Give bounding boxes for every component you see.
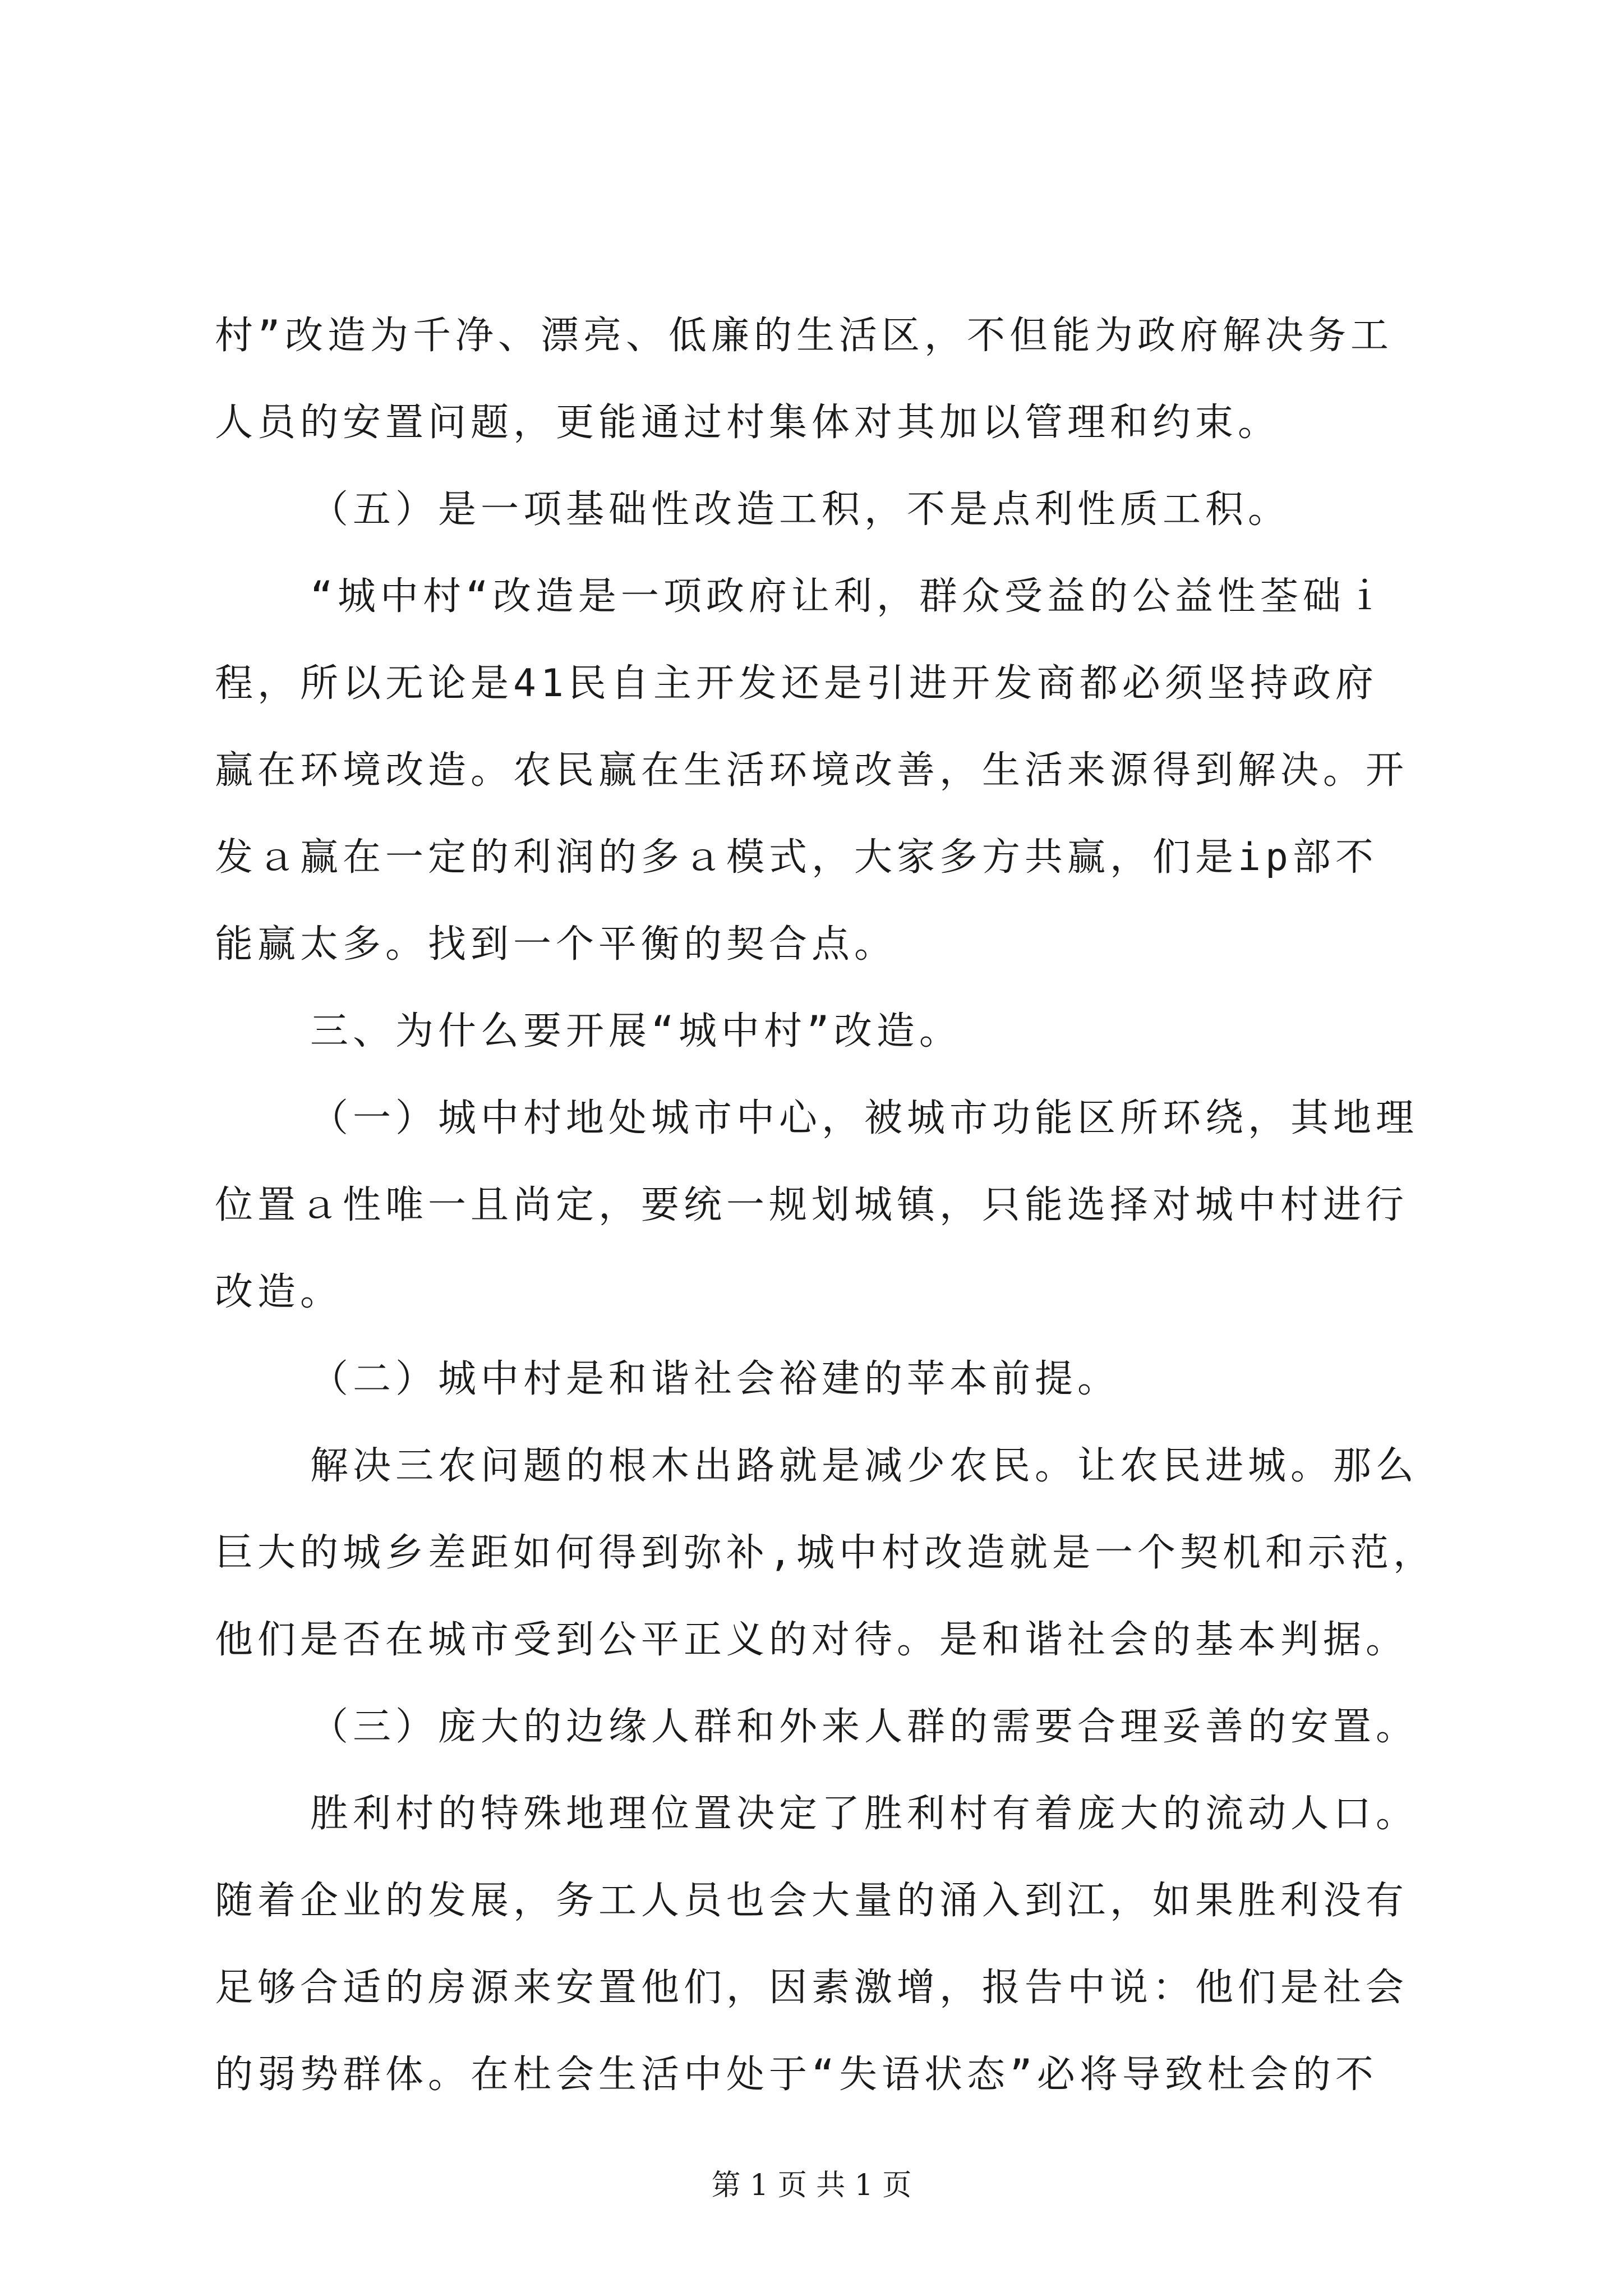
text-line-4: “城中村“改造是一项政府让利，群众受益的公益性荃础ｉ — [310, 574, 1388, 619]
page-number-footer: 第 1 页 共 1 页 — [711, 2169, 912, 2202]
text-line-20: 足够合适的房源来安置他们，因素激增，报告中说：他们是社会 — [215, 1966, 1409, 2010]
text-line-17: （三）庞大的边缘人群和外来人群的需要合理妥善的安置。 — [310, 1705, 1419, 1749]
text-line-15: 巨大的城乡差距如何得到弥补,城中村改造就是一个契机和示范， — [215, 1531, 1436, 1575]
text-line-13: （二）城中村是和谐社会裕建的苹本前提。 — [310, 1357, 1121, 1401]
text-line-19: 随着企业的发展，务工人员也会大量的涌入到江，如果胜利没有 — [215, 1879, 1409, 1923]
text-line-14: 解决三农问题的根木出路就是减少农民。让农民进城。那么 — [310, 1444, 1419, 1488]
text-line-12: 改造。 — [215, 1270, 343, 1314]
text-line-8: 能赢太多。找到一个平衡的契合点。 — [215, 922, 897, 967]
text-line-3: （五）是一项基础性改造工积，不是点利性质工积。 — [310, 487, 1291, 532]
text-line-10: （一）城中村地处城市中心，被城市功能区所环绕，其地理 — [310, 1096, 1419, 1140]
text-line-5: 程，所以无论是41民自主开发还是引进开发商都必须坚持政府 — [215, 661, 1378, 706]
text-line-16: 他们是否在城市受到公平正义的对待。是和谐社会的基本判据。 — [215, 1618, 1409, 1662]
text-line-1: 村”改造为千净、漂亮、低廉的生活区，不但能为政府解决务工 — [215, 314, 1393, 358]
text-line-9: 三、为什么要开展“城中村”改造。 — [310, 1009, 962, 1053]
text-line-6: 赢在环境改造。农民赢在生活环境改善，生活来源得到解决。开 — [215, 748, 1409, 793]
text-line-2: 人员的安置问题，更能通过村集体对其加以管理和约束。 — [215, 401, 1281, 445]
text-line-11: 位置ａ性唯一且尚定，要统一规划城镇，只能选择对城中村进行 — [215, 1183, 1409, 1227]
text-line-7: 发ａ赢在一定的利润的多ａ模式，大家多方共赢，们是ip部不 — [215, 835, 1378, 880]
text-line-21: 的弱势群体。在杜会生活中处于“失语状态”必将导致杜会的不 — [215, 2053, 1378, 2097]
text-line-18: 胜利村的特殊地理位置决定了胜利村有着庞大的流动人口。 — [310, 1792, 1419, 1836]
